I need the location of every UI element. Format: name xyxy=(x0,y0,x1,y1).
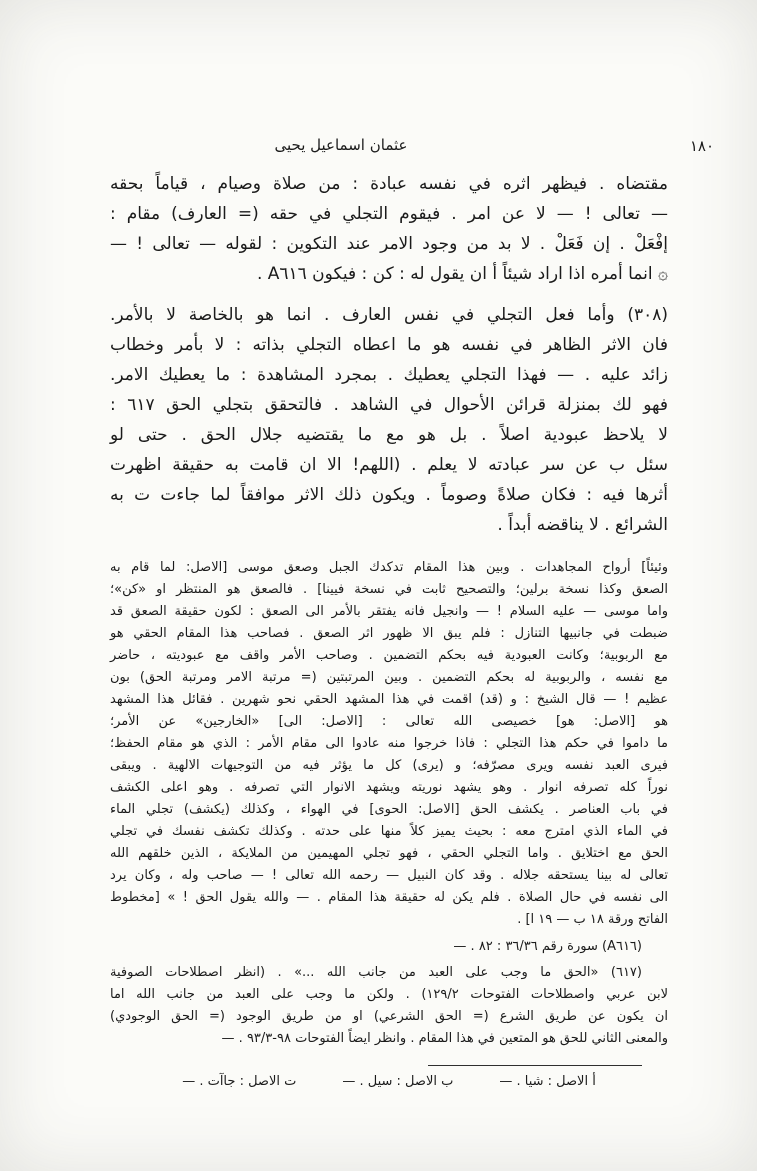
footnote-617 xyxy=(110,962,668,1050)
footnote-line: والمعنى الثاني للحق هو المتعين في هذا المقام . وانظر ايضاً الفتوحات ٩٨-٩٣/٣ . — xyxy=(221,1031,668,1046)
footnote-line: الصعق وكذا نسخة برلين؛ والتصحيح ثابت في نسخة فيينا] . فالصعق هو المنتظر او «كن»؛ xyxy=(110,582,668,597)
main-text xyxy=(110,169,668,540)
footnote-line: الحق مع اختلايق . واما التجلي الحقي ، فهو تجلي المهيمين من الملايكة ، الذين خلقهم الله xyxy=(110,846,668,861)
footnote-line: فيرى العبد نفسه ويرى مصرّفه؛ و (يرى) كل ما يؤثر فيه من التوجيهات الالهية . ويبقى xyxy=(110,758,668,773)
text-line: (٣٠٨) وأما فعل التجلي في نفس العارف . انما هو بالخاصة لا بالأمر. xyxy=(110,305,668,325)
footnote-line: في باب العناصر . يكشف الحق [الاصل: الحوى] في الهواء ، وكذلك (يكشف) تجلي الماء xyxy=(110,802,668,817)
footnote-line: ان يكون عن طريق الشرع (= الحق الشرعي) او من طريق الوجود (= الحق الوجودي) xyxy=(110,1009,668,1024)
text-line: الشرائع . لا يناقضه أبداً . xyxy=(497,515,668,535)
footnotes xyxy=(110,557,668,1050)
footnote-line: وئيئاً] أرواح المجاهدات . وبين هذا المقام تدكدك الجبل وصعق موسى [الاصل: لما قام به xyxy=(110,560,668,575)
footnote-line: واما موسى — عليه السلام ! — وانجيل فانه يفتقر بالأمر الى الصعق : لكون حقيقة الصعق قد xyxy=(110,604,668,619)
text-line: لا يلاحظ عبودية اصلاً . بل هو مع ما يقتضيه جلال الحق . حتى لو xyxy=(110,425,668,445)
footnote-line: ضبطت في جانبيها التنازل : فلم يبق الا ظهور اثر الصعق . فصاحب هذا المقام الحقي هو xyxy=(110,626,668,641)
text-line: إفْعَلْ . إن فَعَلْ . لا بد من وجود الامر عند التكوين : لقوله — تعالى ! — xyxy=(110,234,668,254)
footnote-line: هو [الاصل: هو] خصيصى الله تعالى : [الاصل: الى] «الخارجين» عن الأمر؛ xyxy=(110,714,668,729)
footnote-line: تعالى له بينا يستحقه جلاله . وقد كان النبيل — رحمه الله تعالى ! — صاحب وله ، وكان يرد xyxy=(110,868,668,883)
quran-verse-line: ۞ انما أمره اذا اراد شيئاً أ ان يقول له : كن : فيكون A٦١٦ . xyxy=(256,264,668,284)
text-line: — تعالى ! — لا عن امر . فيقوم التجلي في حقه (= العارف) مقام : xyxy=(110,204,668,224)
text-line: فهو لك بمنزلة قرائن الأحوال في الشاهد . فالتحقق بتجلي الحق ٦١٧ : xyxy=(110,395,668,415)
footnote-line: لابن عربي واصطلاحات الفتوحات ١٢٩/٢) . ولكن ما وجب على العبد من جانب الله اما xyxy=(110,987,668,1002)
footnote-line: مع الربوبية؛ وكانت العبودية فيه بحكم التضمين . وصاحب الأمر واقف مع عبوديته ، حاضر xyxy=(110,648,668,663)
page-header xyxy=(110,136,714,155)
footnote-line: الفاتح ورقة ١٨ ب — ١٩ ا] . xyxy=(517,912,668,927)
text-column xyxy=(110,169,668,1089)
paragraph-continuation xyxy=(110,169,668,289)
paragraph-308 xyxy=(110,300,668,540)
footnote-line: عظيم ! — قال الشيخ : و (قد) اقمت في هذا المشهد الحقي نحو شهرين . فقائل هذا المشهد xyxy=(110,692,668,707)
apparatus-entry: أ الاصل : شيا . — xyxy=(499,1074,596,1089)
footnote-line: في الماء الذي امترج معه : بحيث يميز كلاً منها على حدته . وكذلك تكشف نفسك في تجلي xyxy=(110,824,668,839)
footnote-line: ما داموا في حكم هذا التجلي : فاذا خرجوا منه عادوا الى مقام الأمر : الذي هو مقام الحفظ؛ xyxy=(110,736,668,751)
footnote-line: (٦١٧) «الحق ما وجب على العبد من جانب الله ...» . (انظر اصطلاحات الصوفية xyxy=(110,965,642,980)
page-number: ١٨٠ xyxy=(689,137,714,155)
apparatus-entry: ت الاصل : جاآت . — xyxy=(182,1074,297,1089)
critical-apparatus xyxy=(110,1074,668,1089)
apparatus-entry: ب الاصل : سيل . — xyxy=(342,1074,454,1089)
footnote-line: مع نفسه ، والربوبية له بحكم التضمين . وبين المرتبتين (= مرتبة الامر ومرتبة الحق) بون xyxy=(110,670,668,685)
footnote-line: (A٦١٦) سورة رقم ٣٦/٣٦ : ٨٢ . — xyxy=(453,939,642,954)
text-line: مقتضاه . فيظهر اثره في نفسه عبادة : من صلاة وصيام ، قياماً بحقه xyxy=(110,174,668,194)
text-line: فان الاثر الظاهر في نفسه هو ما اعطاه التجلي بذاته : لا بأمر وخطاب xyxy=(110,335,668,355)
apparatus-separator-rule xyxy=(428,1065,642,1066)
footnote-continuation xyxy=(110,557,668,931)
footnote-line: نوراً كله تصرفه انوار . وهو يشهد نوريته ويشهد الانوار التي تصرفه . وهو اعلى الكشف xyxy=(110,780,668,795)
footnote-a616 xyxy=(110,936,668,958)
running-title: عثمان اسماعيل يحيى xyxy=(274,136,408,154)
text-line: سئل ب عن سر عبادته لا يعلم . (اللهم! الا ان قامت به حقيقة اظهرت xyxy=(110,455,668,475)
footnote-line: الى نفسه في حال الصلاة . فلم يكن له حقيقة هذا المقام . — والله يقول الحق ! » [مخطوط xyxy=(110,890,668,905)
text-line: زائد عليه . — فهذا التجلي يعطيك . بمجرد المشاهدة : ما يعطيك الامر. xyxy=(110,365,668,385)
text-line: أثرها فيه : فكان صلاةً وصوماً . ويكون ذلك الاثر موافقاً لما جاءت ت به xyxy=(110,485,668,505)
